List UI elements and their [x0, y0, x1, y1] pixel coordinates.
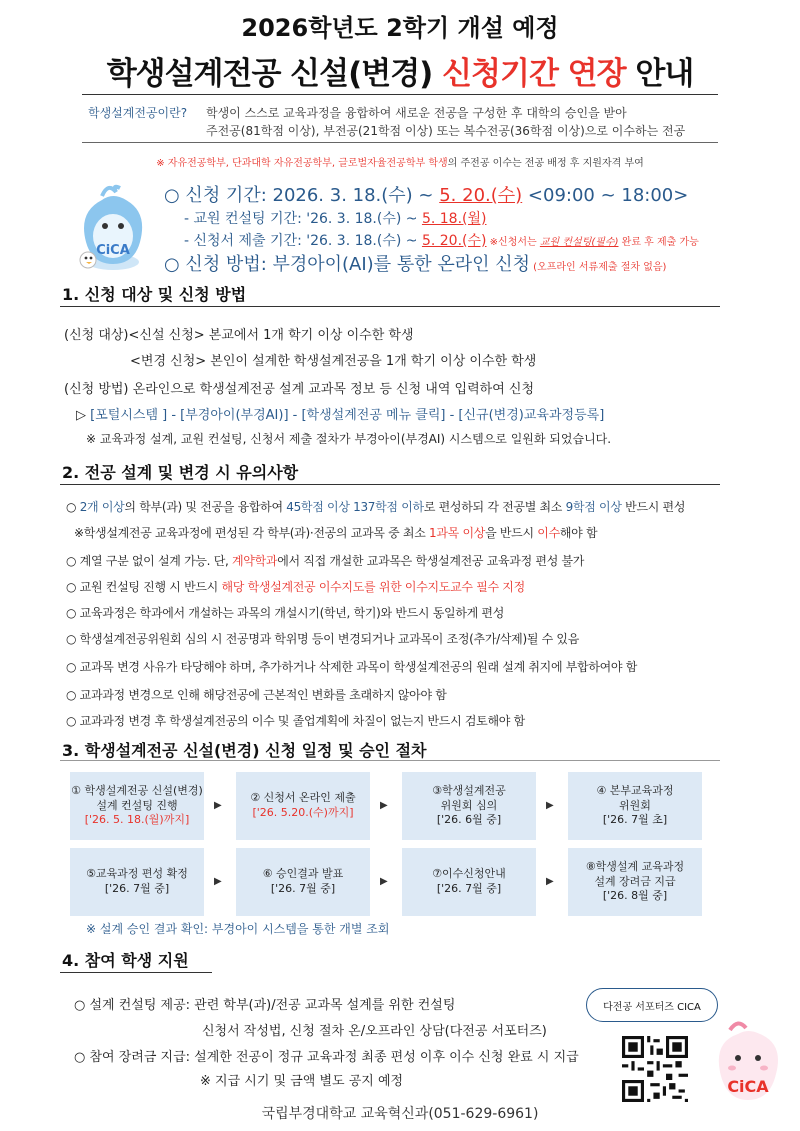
section2-line7: ○ 교과목 변경 사유가 타당해야 하며, 추가하거나 삭제한 과목이 학생설계전공의 원래 설계 취지에 부합하여야 함 [66, 660, 638, 674]
step-5 [70, 848, 204, 916]
main-title-part2: 신청기간 연장 [442, 56, 626, 92]
arrow-5: ▶ [380, 876, 388, 887]
step-1-line2: 설계 컨설팅 진행 [96, 798, 178, 812]
mascot-2-text: CiCA [727, 1077, 769, 1096]
section1-title: 1. 신청 대상 및 신청 방법 [62, 285, 247, 304]
s2-l1g: 반드시 편성 [621, 500, 686, 514]
arrow-3: ▶ [546, 800, 554, 811]
s2-l1d: 45학점 이상 137학점 이하 [286, 500, 424, 514]
notice-suffix: 의 주전공 이수는 전공 배정 후 지원자격 부여 [447, 158, 644, 169]
s2-l1c: 의 학부(과) 및 전공을 융합하여 [124, 500, 287, 514]
s2-l4b: 해당 학생설계전공 이수지도를 위한 이수지도교수 필수 지정 [221, 580, 525, 594]
section2-divider [60, 484, 720, 485]
submission-label: - 신청서 제출 기간: '26. 3. 18.(수) ~ [184, 233, 422, 249]
title-divider [82, 94, 718, 95]
s2-l1f: 9학점 이상 [565, 500, 622, 514]
step-2-line1: ② 신청서 온라인 제출 [250, 791, 356, 805]
consulting-label: - 교원 컨설팅 기간: '26. 3. 18.(수) ~ [184, 211, 422, 227]
s2-l2e: 해야 함 [559, 526, 598, 540]
step-7 [402, 848, 536, 916]
section1-line5: ※ 교육과정 설계, 교원 컨설팅, 신청서 제출 절차가 부경아이(부경AI) 시스템으로 일원화 되었습니다. [86, 432, 612, 446]
arrow-1: ▶ [214, 800, 222, 811]
step-6-line1: ⑥ 승인결과 발표 [262, 867, 344, 881]
section2-line1 [66, 498, 685, 515]
period-end-date: 5. 20.(수) [439, 185, 523, 206]
step-8-line2: 설계 장려금 지급 [594, 874, 676, 888]
consulting-period [184, 208, 486, 228]
s2-l3c: 에서 직접 개설한 교과목은 학생설계전공 교육과정 편성 불가 [277, 554, 585, 568]
section2-line8: ○ 교과과정 변경으로 인해 해당전공에 근본적인 변화를 초래하지 않아야 함 [66, 688, 447, 702]
step-8 [568, 848, 702, 916]
step-8-line1: ⑧학생설계 교육과정 [585, 859, 685, 873]
main-title-part1: 학생설계전공 신설(변경) [106, 56, 443, 92]
top-title: 2026학년도 2학기 개설 예정 [241, 14, 559, 42]
section2-title: 2. 전공 설계 및 변경 시 유의사항 [62, 463, 299, 482]
s2-l3a: ○ 계열 구분 없이 설계 가능. 단, [66, 554, 233, 568]
section1-line4-path: [포털시스템 ] - [부경아이(부경AI)] - [학생설계전공 메뉴 클릭] - [신규(변경)교육과정등록] [90, 408, 605, 423]
step-3-line3: ['26. 6월 중] [436, 813, 502, 827]
submission-end-date: 5. 20.(수) [421, 233, 487, 249]
supporters-bubble: 다전공 서포터즈 CICA [586, 988, 718, 1022]
arrow-4: ▶ [214, 876, 222, 887]
s2-l2c: 을 반드시 [485, 526, 538, 540]
step-6-line2: ['26. 7월 중] [270, 882, 336, 895]
step-4-line2: 위원회 [619, 798, 651, 812]
step-6 [236, 848, 370, 916]
submission-period [184, 230, 699, 250]
s2-l1b: 2개 이상 [79, 500, 125, 514]
section4-line4: ※ 지급 시기 및 금액 별도 공지 예정 [200, 1074, 404, 1089]
period-label: ○ 신청 기간: 2026. 3. 18.(수) ~ [164, 185, 440, 206]
submission-note-suffix: 완료 후 제출 가능 [618, 237, 699, 248]
section4-divider [60, 972, 212, 973]
method-note: (오프라인 서류제출 절차 없음) [529, 262, 667, 273]
definition-divider [82, 142, 718, 143]
section4-line1: ○ 설계 컨설팅 제공: 관련 학부(과)/전공 교과목 설계를 위한 컨설팅 [74, 998, 456, 1013]
section3-note: ※ 설계 승인 결과 확인: 부경아이 시스템을 통한 개별 조회 [86, 922, 390, 936]
s2-l4a: ○ 교원 컨설팅 진행 시 반드시 [66, 580, 222, 594]
arrow-6: ▶ [546, 876, 554, 887]
notice-prefix: ※ [156, 158, 168, 169]
section2-line3 [66, 552, 584, 569]
step-3-line1: ③학생설계전공 [432, 783, 506, 797]
submission-note-emphasis: 교원 컨설팅(필수) [539, 237, 619, 248]
step-1-line3: ['26. 5. 18.(월)까지] [84, 813, 190, 827]
s2-l1e: 로 편성하되 각 전공별 최소 [423, 500, 566, 514]
notice-red: 자유전공학부, 단과대학 자유전공학부, 글로벌자율전공학부 학생 [167, 158, 448, 169]
section1-divider [60, 306, 720, 307]
section2-line5: ○ 교육과정은 학과에서 개설하는 과목의 개설시기(학년, 학기)와 반드시 동일하게 편성 [66, 606, 505, 620]
step-2 [236, 772, 370, 840]
definition-line1: 학생이 스스로 교육과정을 융합하여 새로운 전공을 구성한 후 대학의 승인을 받아 [206, 106, 627, 120]
method-label: ○ 신청 방법: 부경아이(AI)를 통한 온라인 신청 [164, 254, 530, 275]
mascot-text: CiCA [96, 243, 130, 258]
step-5-line1: ⑤교육과정 편성 확정 [86, 867, 188, 881]
s2-l1a: ○ [66, 500, 80, 514]
section2-line9: ○ 교과과정 변경 후 학생설계전공의 이수 및 졸업계획에 차질이 없는지 반드시 검토해야 함 [66, 714, 525, 728]
section1-line4-prefix: ▷ [76, 408, 91, 423]
s2-l2b: 1과목 이상 [429, 526, 486, 540]
section4-line2: 신청서 작성법, 신청 절차 온/오프라인 상담(다전공 서포터즈) [202, 1024, 547, 1039]
period-time: <09:00 ~ 18:00> [522, 185, 689, 206]
main-title [0, 48, 800, 93]
definition-label: 학생설계전공이란? [88, 106, 188, 120]
s2-l2d: 이수 [537, 526, 560, 540]
step-5-line2: ['26. 7월 중] [104, 882, 170, 895]
section4-title: 4. 참여 학생 지원 [62, 951, 189, 970]
section2-line6: ○ 학생설계전공위원회 심의 시 전공명과 학위명 등이 변경되거나 교과목이 조정(추가/삭제)될 수 있음 [66, 632, 580, 646]
step-1 [70, 772, 204, 840]
step-3 [402, 772, 536, 840]
cica-mascot-image [72, 182, 154, 274]
consulting-end-date: 5. 18.(월) [421, 211, 487, 227]
step-4 [568, 772, 702, 840]
step-8-line3: ['26. 8월 중] [602, 889, 668, 903]
section2-line4 [66, 578, 525, 595]
application-method [164, 250, 666, 276]
qr-code-image[interactable] [622, 1036, 688, 1102]
footer-contact: 국립부경대학교 교육혁신과(051-629-6961) [261, 1106, 539, 1122]
s2-l2a: ※학생설계전공 교육과정에 편성된 각 학부(과)·전공의 교과목 중 최소 [74, 526, 430, 540]
step-1-line1: ① 학생설계전공 신설(변경) [71, 783, 203, 797]
main-title-part3: 안내 [625, 56, 694, 92]
step-7-line1: ⑦이수신청안내 [432, 867, 506, 881]
section1-line3: (신청 방법) 온라인으로 학생설계전공 설계 교과목 정보 등 신청 내역 입력하여 신청 [64, 382, 535, 397]
section1-line1: (신청 대상)<신설 신청> 본교에서 1개 학기 이상 이수한 학생 [64, 328, 414, 343]
arrow-2: ▶ [380, 800, 388, 811]
section1-line4 [76, 404, 604, 423]
eligibility-notice [0, 154, 800, 169]
application-period [164, 181, 688, 207]
step-7-line2: ['26. 7월 중] [436, 882, 502, 895]
step-3-line2: 위원회 심의 [440, 798, 498, 812]
section4-line3: ○ 참여 장려금 지급: 설계한 전공이 정규 교육과정 최종 편성 이후 이수 신청 완료 시 지급 [74, 1050, 579, 1065]
section3-divider [60, 760, 720, 761]
s2-l3b: 계약학과 [232, 554, 278, 568]
step-4-line3: ['26. 7월 초] [602, 813, 668, 827]
section2-line2 [74, 524, 597, 541]
step-4-line1: ④ 본부교육과정 [596, 783, 674, 797]
section1-line2: <변경 신청> 본인이 설계한 학생설계전공을 1개 학기 이상 이수한 학생 [130, 354, 537, 369]
step-2-line2: ['26. 5.20.(수)까지] [252, 806, 354, 819]
cica-mascot-2-image [708, 1016, 788, 1108]
section3-title: 3. 학생설계전공 신설(변경) 신청 일정 및 승인 절차 [62, 741, 427, 760]
submission-note-prefix: ※신청서는 [486, 237, 540, 248]
definition-line2: 주전공(81학점 이상), 부전공(21학점 이상) 또는 복수전공(36학점 이상)으로 이수하는 전공 [206, 124, 686, 138]
